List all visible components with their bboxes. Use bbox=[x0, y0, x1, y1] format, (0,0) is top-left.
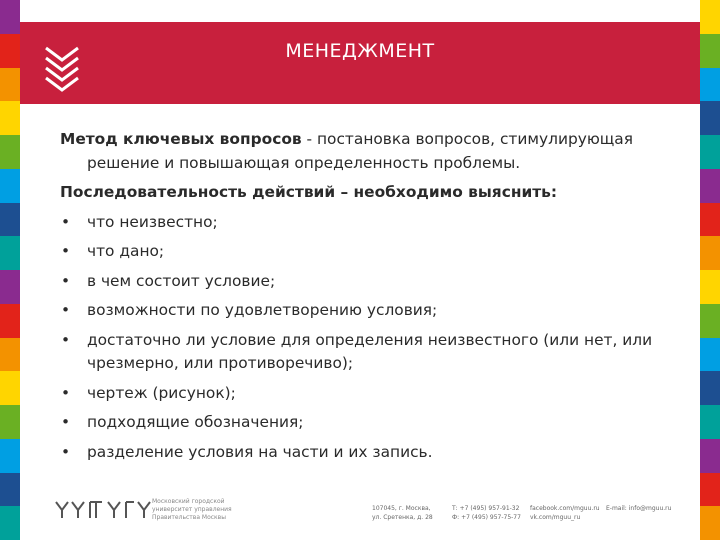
footer-phone: Т: +7 (495) 957-91-32 Ф: +7 (495) 957-75-77 bbox=[452, 505, 521, 521]
stripe-segment bbox=[700, 34, 720, 68]
stripe-segment bbox=[700, 236, 720, 270]
stripe-segment bbox=[700, 405, 720, 439]
left-color-stripe bbox=[0, 0, 20, 540]
stripe-segment bbox=[0, 236, 20, 270]
stripe-segment bbox=[0, 203, 20, 237]
university-name: Московский городской университет управления Правительства Москвы bbox=[152, 498, 232, 521]
slide-header bbox=[20, 22, 700, 104]
footer-address: 107045, г. Москва, ул. Сретенка, д. 28 bbox=[372, 505, 433, 521]
stripe-segment bbox=[0, 270, 20, 304]
stripe-segment bbox=[700, 135, 720, 169]
stripe-segment bbox=[700, 304, 720, 338]
bullet: • bbox=[61, 301, 71, 319]
list-item: • достаточно ли условие для определения неизвестного (или нет, или чрезмерно, или противоречиво); bbox=[61, 330, 653, 372]
bullet: • bbox=[61, 413, 71, 431]
stripe-segment bbox=[700, 203, 720, 237]
footer-social-links: facebook.com/mguu.ru vk.com/mguu_ru bbox=[530, 505, 600, 521]
method-definition-continued: решение и повышающая определенность проблемы. bbox=[87, 153, 521, 172]
bullet: • bbox=[61, 442, 71, 461]
stripe-segment bbox=[0, 0, 20, 34]
university-logo-icon bbox=[54, 500, 154, 520]
question-list bbox=[60, 211, 680, 465]
stripe-segment bbox=[0, 135, 20, 169]
footer-email: E-mail: info@mguu.ru bbox=[606, 505, 672, 512]
list-item: • в чем состоит условие; bbox=[60, 270, 680, 294]
stripe-segment bbox=[700, 371, 720, 405]
bullet: • bbox=[61, 242, 71, 260]
stripe-segment bbox=[0, 473, 20, 507]
stripe-segment bbox=[0, 439, 20, 473]
stripe-segment bbox=[0, 405, 20, 439]
method-definition: - постановка вопросов, стимулирующая bbox=[301, 130, 633, 148]
list-item: • что дано; bbox=[60, 240, 680, 264]
stripe-segment bbox=[0, 338, 20, 372]
stripe-segment bbox=[700, 68, 720, 102]
list-item: • чертеж (рисунок); bbox=[60, 382, 680, 406]
stripe-segment bbox=[0, 68, 20, 102]
stripe-segment bbox=[700, 101, 720, 135]
stripe-segment bbox=[0, 506, 20, 540]
bullet: • bbox=[61, 271, 71, 290]
stripe-segment bbox=[700, 270, 720, 304]
stripe-segment bbox=[700, 506, 720, 540]
list-item: • возможности по удовлетворению условия; bbox=[60, 299, 680, 323]
bullet: • bbox=[61, 330, 71, 349]
stripe-segment bbox=[700, 439, 720, 473]
stripe-segment bbox=[0, 169, 20, 203]
list-item: • разделение условия на части и их запись. bbox=[60, 441, 680, 465]
sequence-heading: Последовательность действий – необходимо выяснить: bbox=[60, 183, 558, 201]
intro-paragraph bbox=[60, 128, 680, 175]
stripe-segment bbox=[700, 473, 720, 507]
stripe-segment bbox=[0, 101, 20, 135]
slide-body bbox=[60, 128, 680, 470]
stripe-segment bbox=[700, 338, 720, 372]
stripe-segment bbox=[700, 169, 720, 203]
bullet: • bbox=[61, 212, 71, 231]
bullet: • bbox=[61, 383, 71, 402]
right-color-stripe bbox=[700, 0, 720, 540]
stripe-segment bbox=[0, 304, 20, 338]
list-item: • подходящие обозначения; bbox=[60, 411, 680, 435]
slide-footer bbox=[20, 492, 700, 532]
list-item: • что неизвестно; bbox=[60, 211, 680, 235]
stripe-segment bbox=[0, 371, 20, 405]
slide-title: МЕНЕДЖМЕНТ bbox=[285, 40, 435, 62]
stripe-segment bbox=[0, 34, 20, 68]
stripe-segment bbox=[700, 0, 720, 34]
method-name: Метод ключевых вопросов bbox=[60, 130, 302, 148]
